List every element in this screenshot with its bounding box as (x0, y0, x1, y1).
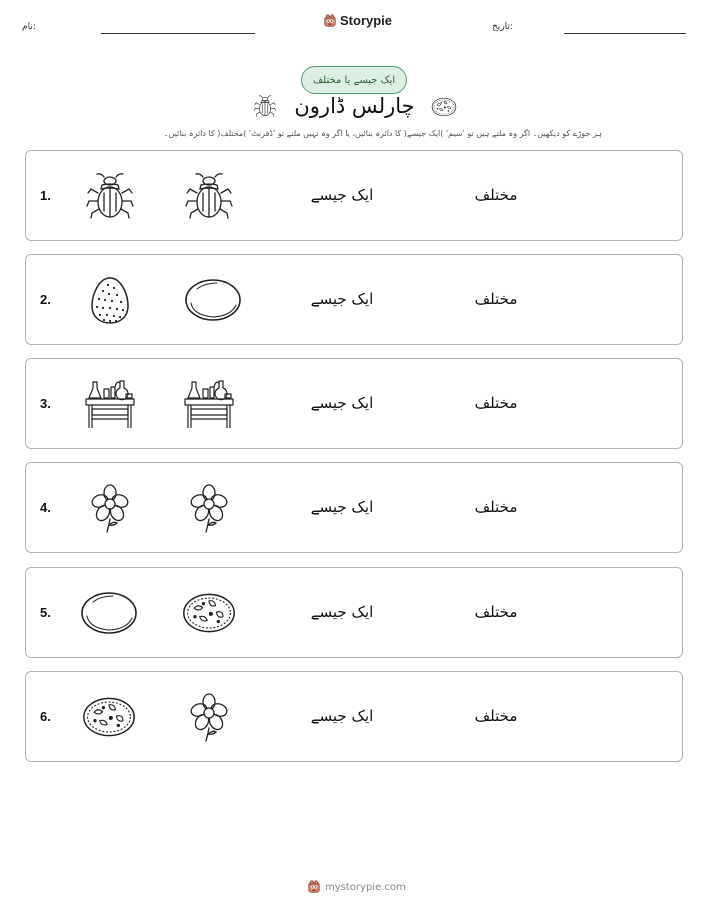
pizza-icon (181, 588, 237, 638)
footer-url[interactable]: mystorypie.com (325, 881, 406, 893)
question-number: 1. (40, 188, 51, 203)
stone-icon (79, 588, 139, 638)
title-beetle-icon (253, 94, 277, 118)
option-different[interactable]: مختلف (474, 498, 518, 516)
title-pizza-icon (430, 96, 458, 118)
beetle-icon (183, 171, 235, 221)
storypie-logo (323, 13, 392, 28)
question-row-2 (25, 254, 683, 345)
option-different[interactable]: مختلف (474, 290, 518, 308)
lab-table-icon (183, 379, 235, 429)
option-different[interactable]: مختلف (474, 707, 518, 725)
option-same[interactable]: ایک جیسے (310, 394, 374, 412)
storypie-mascot-icon (323, 14, 337, 28)
brand-name: Storypie (340, 13, 393, 28)
storypie-mascot-icon (307, 880, 321, 894)
date-line[interactable] (564, 33, 686, 34)
question-row-3 (25, 358, 683, 449)
option-different[interactable]: مختلف (474, 394, 518, 412)
flower-icon (84, 483, 136, 533)
lab-table-icon (84, 379, 136, 429)
date-label: تاریخ: (492, 22, 513, 32)
option-same[interactable]: ایک جیسے (310, 603, 374, 621)
question-number: 2. (40, 292, 51, 307)
name-line[interactable] (101, 33, 255, 34)
worksheet-type-badge: ایک جیسے یا مختلف (301, 66, 407, 94)
question-number: 3. (40, 396, 51, 411)
question-row-4 (25, 462, 683, 553)
option-same[interactable]: ایک جیسے (310, 707, 374, 725)
pizza-icon (81, 692, 137, 742)
option-same[interactable]: ایک جیسے (310, 498, 374, 516)
question-number: 4. (40, 500, 51, 515)
page-title: چارلس ڈارون (294, 94, 415, 118)
question-row-5 (25, 567, 683, 658)
instructions-text: ہر جوڑے کو دیکھیں۔ اگر وہ ملتے ہیں تو 'سیم' )ایک جیسے( کا دائرہ بنائیں، یا اگر وہ نہیں ملتے تو 'ڈفرنٹ' )مختلف( کا دائرہ بنائیں۔ (163, 129, 602, 138)
name-label: نام: (22, 22, 36, 32)
flower-icon (183, 692, 235, 742)
stone-icon (183, 275, 243, 325)
question-number: 6. (40, 709, 51, 724)
footer (307, 880, 406, 894)
beetle-icon (84, 171, 136, 221)
option-same[interactable]: ایک جیسے (310, 290, 374, 308)
option-different[interactable]: مختلف (474, 603, 518, 621)
option-different[interactable]: مختلف (474, 186, 518, 204)
speckled-egg-icon (84, 275, 136, 325)
option-same[interactable]: ایک جیسے (310, 186, 374, 204)
question-row-1 (25, 150, 683, 241)
question-row-6 (25, 671, 683, 762)
question-number: 5. (40, 605, 51, 620)
flower-icon (183, 483, 235, 533)
